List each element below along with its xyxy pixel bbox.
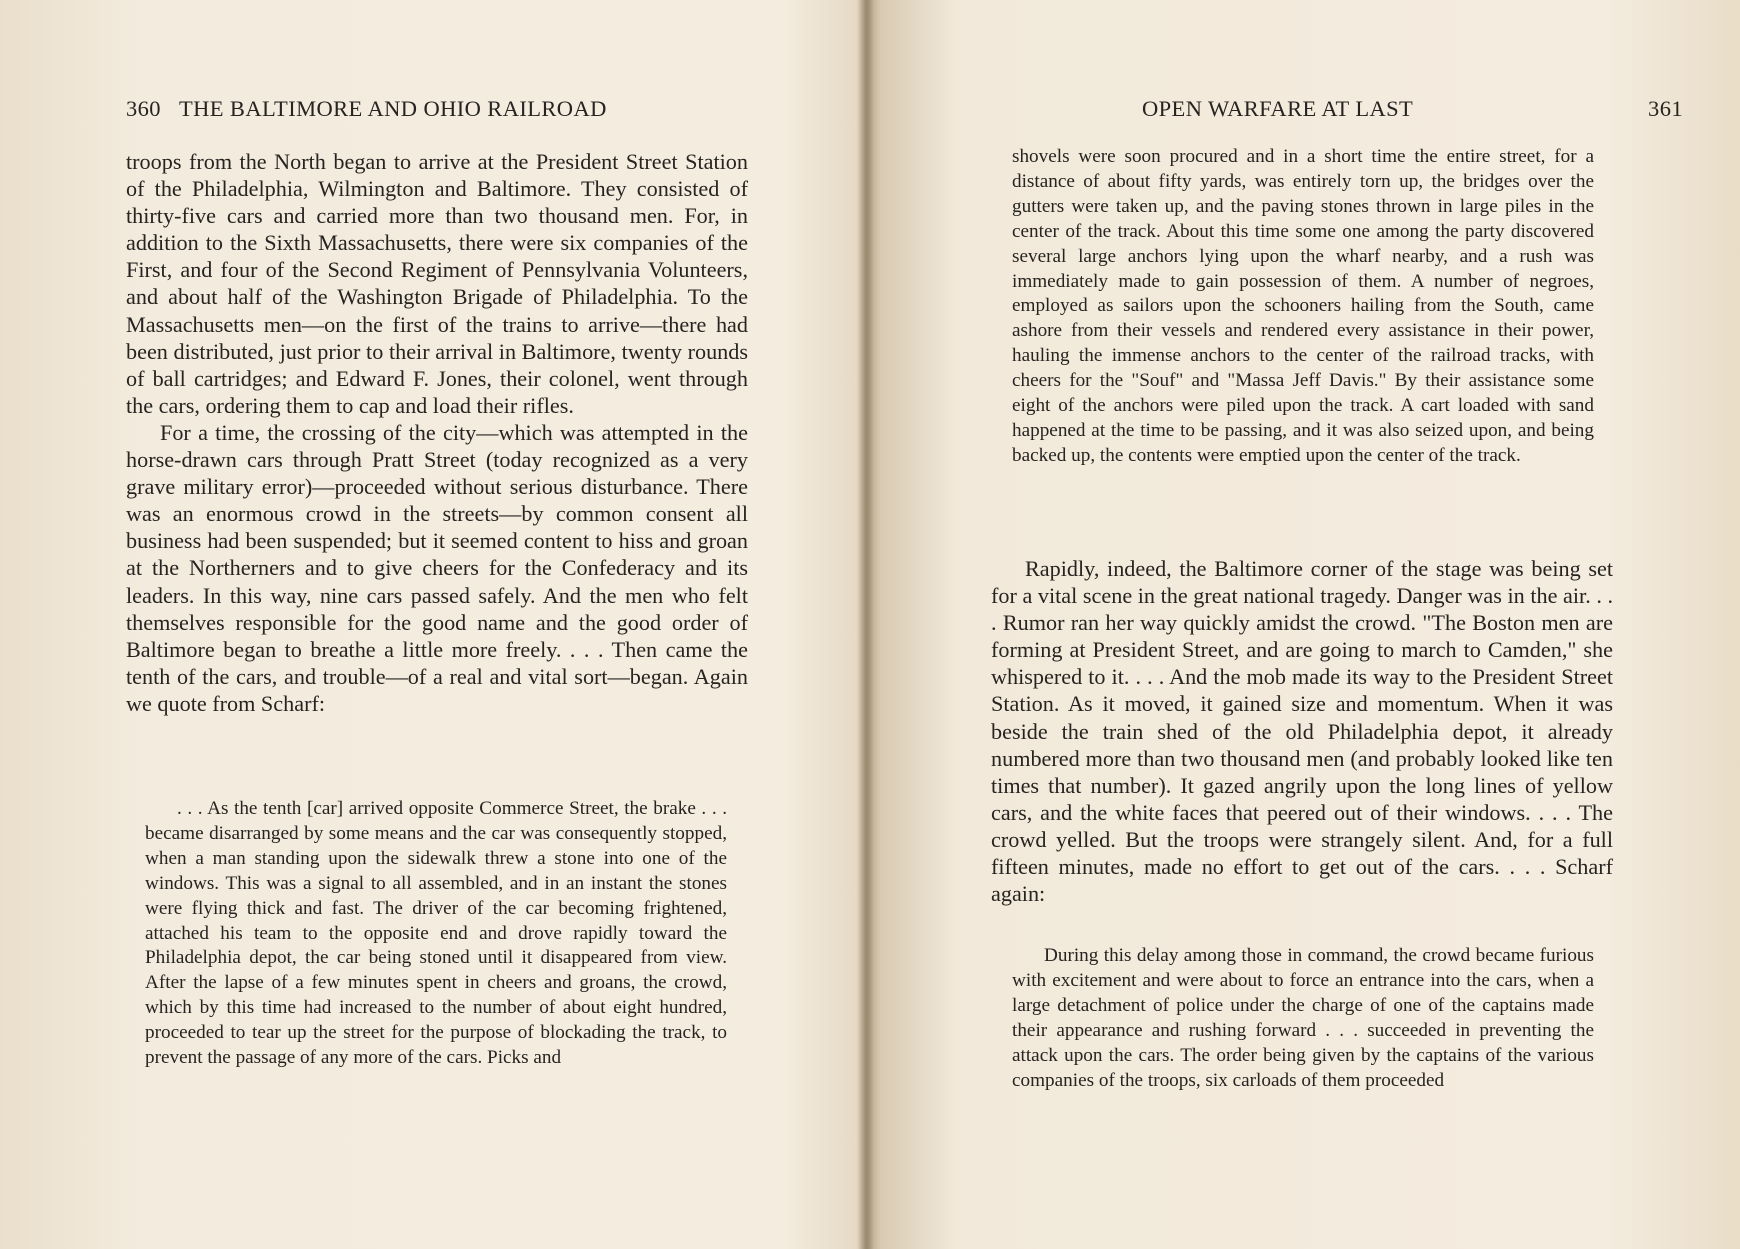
right-block-quote-2: [1012, 944, 1594, 1093]
right-page: [874, 0, 1740, 1249]
left-paragraph-2: For a time, the crossing of the city—which was attempted in the horse-drawn cars through Pratt Street (today recognized as a very grave military error)—proceeded without serious disturbance. There was an enormous crowd in the streets—by common consent all business had been suspended; but it seemed content to hiss and groan at the Northerners and to give cheers for the Confederacy and its leaders. In this way, nine cars passed safely. And the men who felt themselves responsible for the good name and the good order of Baltimore began to breathe a little more freely. . . . Then came the tenth of the cars, and trouble—of a real and vital sort—began. Again we quote from Scharf:: [126, 419, 748, 716]
right-block-quote-continued: [1012, 145, 1594, 469]
left-body: [126, 148, 748, 717]
right-quote2-text: During this delay among those in command, the crowd became furious with excitement and were about to force an entrance into the cars, when a large detachment of police under the charge of one of the captains made their appearance and rushing forward . . . succeeded in preventing the attack upon the cars. The order being given by the captains of the various companies of the troops, six carloads of them proceeded: [1012, 945, 1594, 1091]
left-running-head: [126, 96, 686, 122]
left-running-title: THE BALTIMORE AND OHIO RAILROAD: [178, 96, 607, 121]
right-quote-continued-text: shovels were soon procured and in a short time the entire street, for a distance of about fifty yards, was entirely torn up, the bridges over the gutters were taken up, and the paving stones thrown in large piles in the center of the track. About this time some one among the party discovered several large anchors lying upon the wharf nearby, and a rush was immediately made to gain possession of them. A number of negroes, employed as sailors upon the schooners hailing from the South, came ashore from their vessels and rendered every assistance in their power, hauling the immense anchors to the center of the railroad tracks, with cheers for the "Souf" and "Massa Jeff Davis." By their assistance some eight of the anchors were piled upon the track. A cart loaded with sand happened at the time to be passing, and it was also seized upon, and being backed up, the contents were emptied upon the center of the track.: [1012, 146, 1594, 466]
left-page-number: 360: [126, 96, 161, 121]
right-page-number: 361: [1648, 96, 1683, 121]
right-paragraph: Rapidly, indeed, the Baltimore corner of the stage was being set for a vital scene in the great national tragedy. Danger was in the air. . . . Rumor ran her way quickly amidst the crowd. "The Boston men are forming at President Street, and are going to march to Camden," she whispered to it. . . . And the mob made its way to the President Street Station. As it moved, it gained size and momentum. When it was beside the train shed of the old Philadelphia depot, it already numbered more than two thousand men (and probably looked like ten times that number). It gazed angrily upon the long lines of yellow cars, and the white faces that peered out of their windows. . . . The crowd yelled. But the troops were strangely silent. And, for a full fifteen minutes, made no effort to get out of the cars. . . . Scharf again:: [991, 556, 1613, 907]
left-paragraph-1: troops from the North began to arrive at the President Street Station of the Philadelphia, Wilmington and Baltimore. They consisted of thirty-five cars and carried more than two thousand men. For, in addition to the Sixth Massachusetts, there were six companies of the First, and four of the Second Regiment of Pennsylvania Volunteers, and about half of the Washington Brigade of Philadelphia. To the Massachusetts men—on the first of the trains to arrive—there had been distributed, just prior to their arrival in Baltimore, twenty rounds of ball cartridges; and Edward F. Jones, their colonel, went through the cars, ordering them to cap and load their rifles.: [126, 149, 748, 418]
left-page: [0, 0, 866, 1249]
left-block-quote: [145, 797, 727, 1071]
right-body: [991, 555, 1613, 907]
right-running-head: [1142, 96, 1683, 122]
left-quote-text: . . . As the tenth [car] arrived opposite Commerce Street, the brake . . . became disarranged by some means and the car was consequently stopped, when a man standing upon the sidewalk threw a stone into one of the windows. This was a signal to all assembled, and in an instant the stones were flying thick and fast. The driver of the car becoming frightened, attached his team to the opposite end and drove rapidly toward the Philadelphia depot, the car being stoned until it disappeared from view. After the lapse of a few minutes spent in cheers and groans, the crowd, which by this time had increased to the number of about eight hundred, proceeded to tear up the street for the purpose of blockading the track, to prevent the passage of any more of the cars. Picks and: [145, 798, 727, 1069]
right-running-title: OPEN WARFARE AT LAST: [1142, 96, 1414, 121]
